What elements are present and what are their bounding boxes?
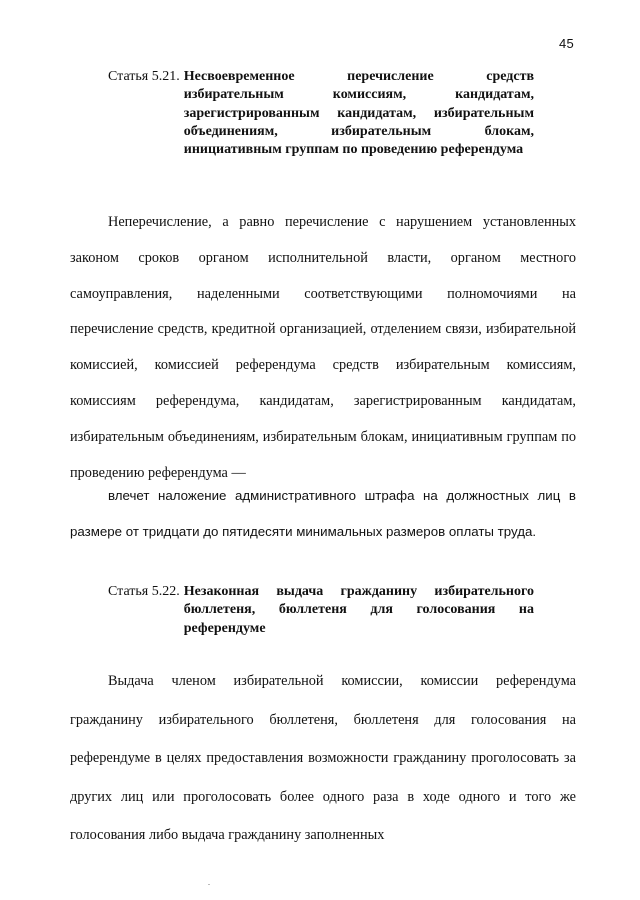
article-title: Незаконная выдача гражданину избирательного бюллетеня, бюллетеня для голосования на референдуме [183,584,534,636]
article-5-22-disposition: Выдача членом избирательной комиссии, комиссии референдума гражданину избирательного бюллетеня, бюллетеня для голосования на референдуме в целях предоставления возможности гражданину проголосовать за других лиц или проголосовать более одного раза в ходе одного и того же голосования либо выдача гражданину заполненных [70,673,576,844]
article-5-21-sanction: влечет наложение административного штрафа на должностных лиц в размере от тридцати до пятидесяти минимальных размеров оплаты труда. [70,488,576,539]
article-number: Статья 5.22. [108,584,180,599]
scan-artifact [208,884,210,885]
page-number: 45 [558,36,574,51]
article-title: Несвоевременное перечисление средств избирательным комиссиям, кандидатам, зарегистрированным кандидатам, избирательным объединениям, избирательным блокам, инициативным группам по проведению референдума [183,69,534,158]
article-number: Статья 5.21. [108,69,180,84]
article-5-21-disposition: Неперечисление, а равно перечисление с нарушением установленных законом сроков органом исполнительной власти, органом местного самоуправления, наделенными соответствующими полномочиями на перечисление средств, кредитной организацией, отделением связи, избирательной комиссией, комиссией референдума средств избирательным комиссиям, комиссиям референдума, кандидатам, зарегистрированным кандидатам, избирательным объединениям, избирательным блокам, инициативным группам по проведению референдума — [70,214,576,481]
article-heading-5-22 [108,583,534,638]
article-heading-5-21 [108,68,534,159]
